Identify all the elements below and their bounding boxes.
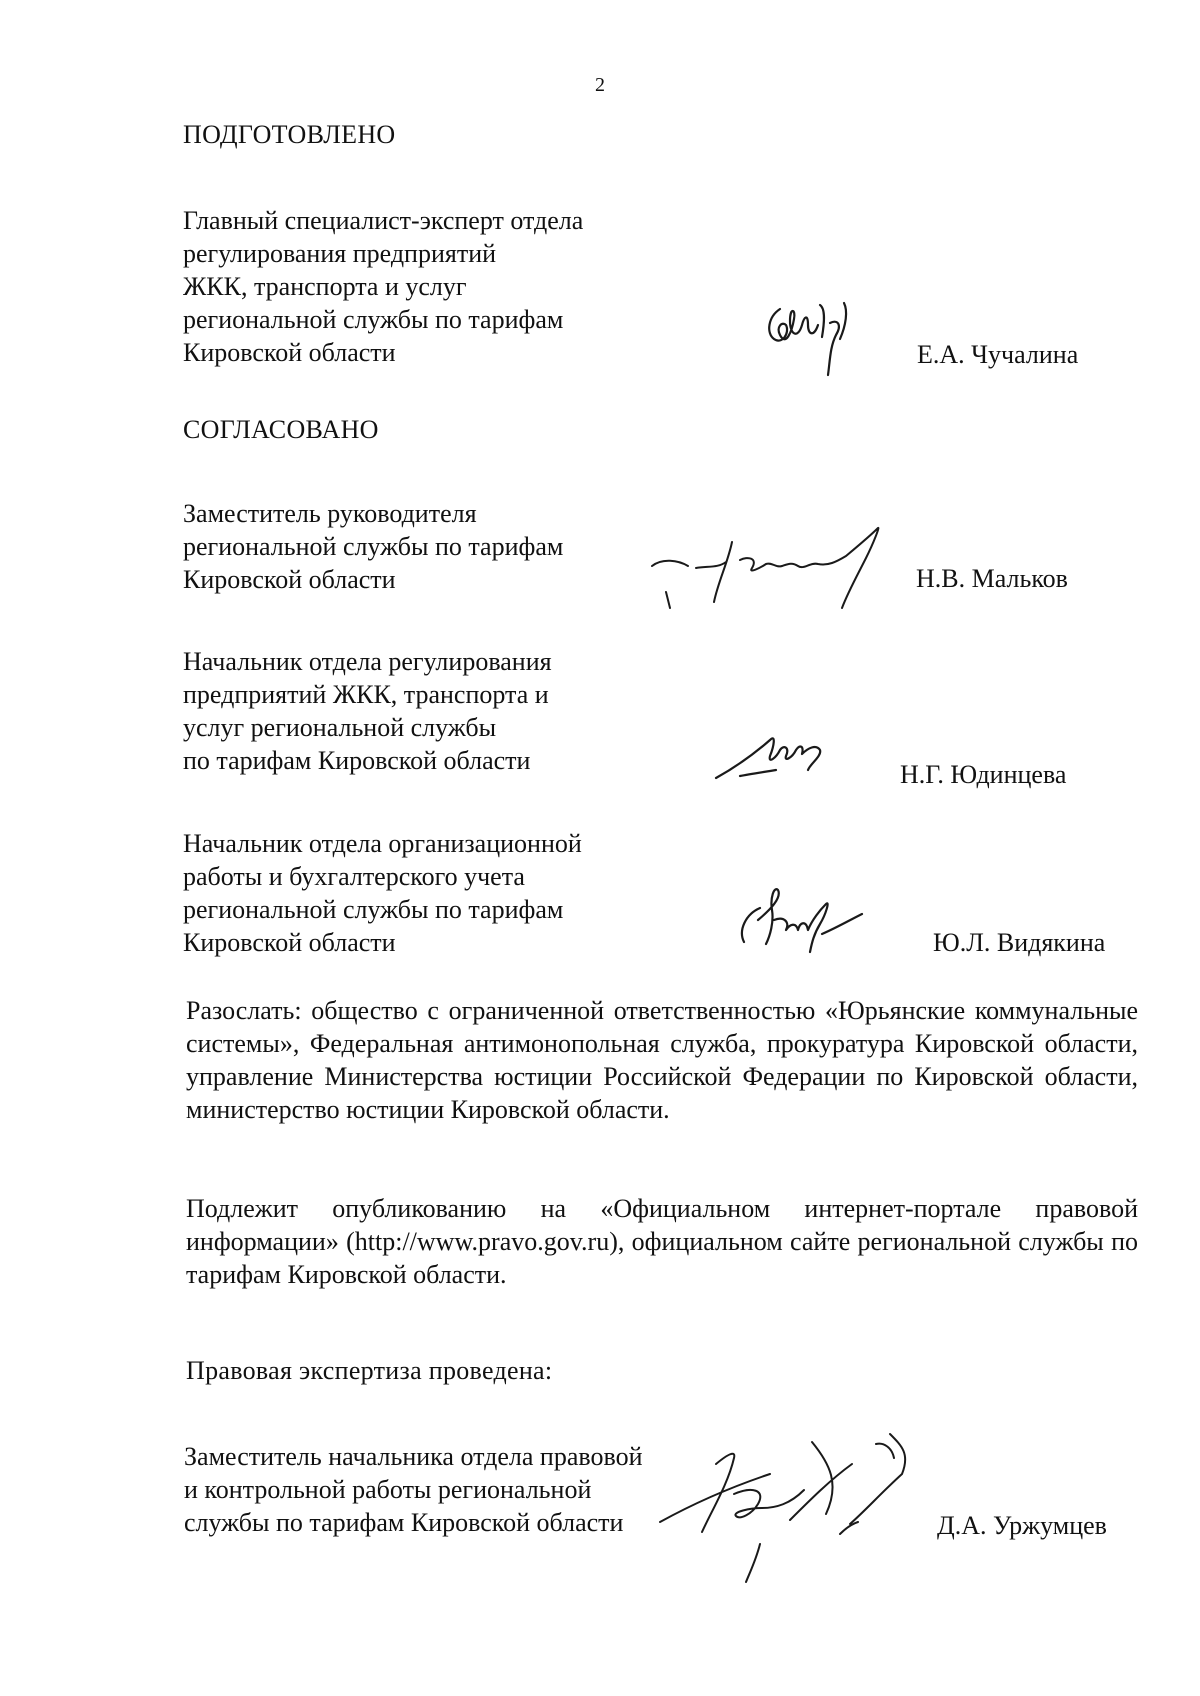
signature-urzhumtsev: [640, 1424, 940, 1584]
prepared-heading: ПОДГОТОВЛЕНО: [183, 120, 396, 149]
signer-position-vidyakina: Начальник отдела организационной работы и бухгалтерского учета региональной службы по тарифам Кировской области: [183, 829, 582, 957]
signer-name-chuchalina: Е.А. Чучалина: [917, 340, 1079, 369]
publication-paragraph: Подлежит опубликованию на «Официальном интернет-портале правовой информации» (http://www.pravo.gov.ru), официальном сайте региональной службы по тарифам Кировской области.: [186, 1194, 1138, 1289]
agreed-heading: СОГЛАСОВАНО: [183, 415, 379, 444]
legal-review-heading: Правовая экспертиза проведена:: [186, 1356, 553, 1385]
signer-position-yudintseva: Начальник отдела регулирования предприятий ЖКК, транспорта и услуг региональной службы по тарифам Кировской области: [183, 647, 552, 775]
signer-name-yudintseva: Н.Г. Юдинцева: [900, 760, 1067, 789]
signature-malkov: [648, 522, 938, 622]
signer-name-urzhumtsev: Д.А. Уржумцев: [937, 1511, 1107, 1540]
page-number: 2: [595, 74, 605, 96]
signer-name-malkov: Н.В. Мальков: [916, 564, 1068, 593]
signer-position-malkov: Заместитель руководителя региональной службы по тарифам Кировской области: [183, 499, 564, 594]
signer-position-chuchalina: Главный специалист-эксперт отдела регулирования предприятий ЖКК, транспорта и услуг региональной службы по тарифам Кировской области: [183, 206, 584, 367]
signer-name-vidyakina: Ю.Л. Видякина: [933, 928, 1106, 957]
signature-yudintseva: [710, 720, 850, 790]
signature-chuchalina: [760, 295, 870, 395]
signature-vidyakina: [730, 880, 880, 960]
signer-position-urzhumtsev: Заместитель начальника отдела правовой и контрольной работы региональной службы по тарифам Кировской области: [184, 1442, 643, 1537]
distribution-paragraph: Разослать: общество с ограниченной ответственностью «Юрьянские коммунальные системы», Федеральная антимонопольная служба, прокуратура Кировской области, управление Министерства юстиции Российской Федерации по Кировской области, министерство юстиции Кировской области.: [186, 996, 1138, 1124]
